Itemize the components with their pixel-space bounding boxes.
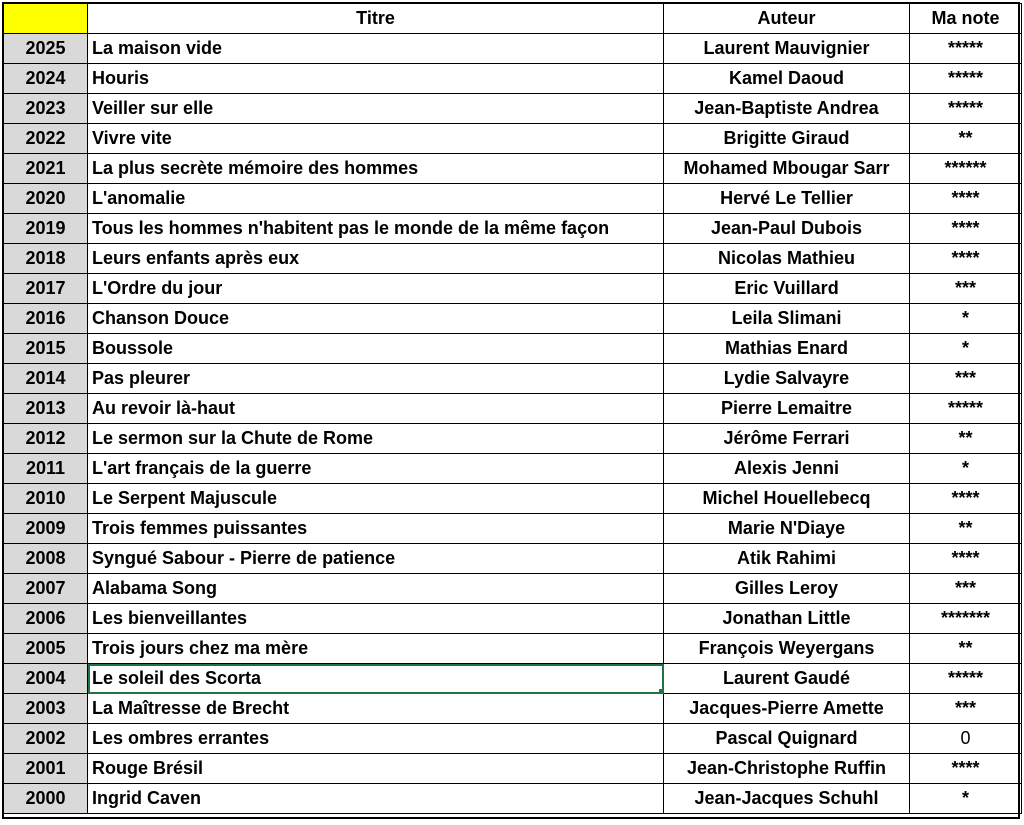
title-cell[interactable]: Le Serpent Majuscule	[88, 484, 664, 514]
author-cell[interactable]: Michel Houellebecq	[664, 484, 910, 514]
author-cell[interactable]: Gilles Leroy	[664, 574, 910, 604]
year-cell[interactable]: 2017	[4, 274, 88, 304]
rating-cell[interactable]: ***	[910, 694, 1022, 724]
table-row	[4, 574, 1022, 604]
table-row	[4, 634, 1022, 664]
author-cell[interactable]: Pierre Lemaitre	[664, 394, 910, 424]
title-cell[interactable]: Les bienveillantes	[88, 604, 664, 634]
year-cell[interactable]: 2002	[4, 724, 88, 754]
year-cell[interactable]: 2021	[4, 154, 88, 184]
table-row	[4, 664, 1022, 694]
rating-cell[interactable]: **	[910, 634, 1022, 664]
table-row	[4, 394, 1022, 424]
year-cell[interactable]: 2000	[4, 784, 88, 814]
table-row	[4, 724, 1022, 754]
year-cell[interactable]: 2023	[4, 94, 88, 124]
header-title-cell[interactable]: Titre	[88, 4, 664, 34]
title-cell[interactable]: Trois jours chez ma mère	[88, 634, 664, 664]
title-cell[interactable]: Rouge Brésil	[88, 754, 664, 784]
year-cell[interactable]: 2008	[4, 544, 88, 574]
title-cell[interactable]: La plus secrète mémoire des hommes	[88, 154, 664, 184]
table-row	[4, 214, 1022, 244]
header-author-cell[interactable]: Auteur	[664, 4, 910, 34]
title-cell[interactable]: Leurs enfants après eux	[88, 244, 664, 274]
author-cell[interactable]: Kamel Daoud	[664, 64, 910, 94]
year-cell[interactable]: 2018	[4, 244, 88, 274]
table-row	[4, 754, 1022, 784]
author-cell[interactable]: Marie N'Diaye	[664, 514, 910, 544]
author-cell[interactable]: Jean-Jacques Schuhl	[664, 784, 910, 814]
rating-cell[interactable]: *	[910, 334, 1022, 364]
rating-cell[interactable]: **	[910, 514, 1022, 544]
author-cell[interactable]: Alexis Jenni	[664, 454, 910, 484]
rating-cell[interactable]: ****	[910, 214, 1022, 244]
title-cell[interactable]: Tous les hommes n'habitent pas le monde de la même façon	[88, 214, 664, 244]
author-cell[interactable]: Brigitte Giraud	[664, 124, 910, 154]
rating-cell[interactable]: *	[910, 454, 1022, 484]
rating-cell[interactable]: ****	[910, 544, 1022, 574]
rating-cell[interactable]: *	[910, 304, 1022, 334]
title-cell[interactable]: La Maîtresse de Brecht	[88, 694, 664, 724]
rating-cell[interactable]: *******	[910, 604, 1022, 634]
table-row	[4, 544, 1022, 574]
year-cell[interactable]: 2024	[4, 64, 88, 94]
table-row	[4, 514, 1022, 544]
year-cell[interactable]: 2022	[4, 124, 88, 154]
year-cell[interactable]: 2012	[4, 424, 88, 454]
header-rating-cell[interactable]: Ma note	[910, 4, 1022, 34]
year-cell[interactable]: 2015	[4, 334, 88, 364]
rating-cell[interactable]: ******	[910, 154, 1022, 184]
table-row	[4, 364, 1022, 394]
author-cell[interactable]: Jonathan Little	[664, 604, 910, 634]
table-row	[4, 124, 1022, 154]
spreadsheet-table	[3, 3, 1022, 814]
table-row	[4, 34, 1022, 64]
table-row	[4, 784, 1022, 814]
title-cell[interactable]: Au revoir là-haut	[88, 394, 664, 424]
year-cell[interactable]: 2019	[4, 214, 88, 244]
author-cell[interactable]: François Weyergans	[664, 634, 910, 664]
table-row	[4, 484, 1022, 514]
year-cell[interactable]: 2007	[4, 574, 88, 604]
author-cell[interactable]: Mathias Enard	[664, 334, 910, 364]
table-row	[4, 94, 1022, 124]
title-cell[interactable]: La maison vide	[88, 34, 664, 64]
table-row	[4, 274, 1022, 304]
title-cell[interactable]: Veiller sur elle	[88, 94, 664, 124]
table-row	[4, 424, 1022, 454]
title-cell[interactable]: Pas pleurer	[88, 364, 664, 394]
year-cell[interactable]: 2025	[4, 34, 88, 64]
rating-cell[interactable]: ****	[910, 754, 1022, 784]
rating-cell[interactable]: ****	[910, 244, 1022, 274]
author-cell[interactable]: Eric Vuillard	[664, 274, 910, 304]
year-cell[interactable]: 2010	[4, 484, 88, 514]
year-cell[interactable]: 2016	[4, 304, 88, 334]
title-cell[interactable]: Ingrid Caven	[88, 784, 664, 814]
corner-cell[interactable]	[4, 4, 88, 34]
rating-cell[interactable]: ****	[910, 184, 1022, 214]
table-row	[4, 694, 1022, 724]
author-cell[interactable]: Mohamed Mbougar Sarr	[664, 154, 910, 184]
rating-cell[interactable]: 0	[910, 724, 1022, 754]
author-cell[interactable]: Laurent Mauvignier	[664, 34, 910, 64]
table-row	[4, 244, 1022, 274]
title-cell[interactable]: Syngué Sabour - Pierre de patience	[88, 544, 664, 574]
author-cell[interactable]: Nicolas Mathieu	[664, 244, 910, 274]
header-row	[4, 4, 1022, 34]
title-cell[interactable]: Alabama Song	[88, 574, 664, 604]
year-cell[interactable]: 2014	[4, 364, 88, 394]
rating-cell[interactable]: ***	[910, 274, 1022, 304]
year-cell[interactable]: 2004	[4, 664, 88, 694]
title-cell[interactable]: Le soleil des Scorta	[88, 664, 664, 694]
author-cell[interactable]: Jean-Christophe Ruffin	[664, 754, 910, 784]
table-row	[4, 454, 1022, 484]
author-cell[interactable]: Jérôme Ferrari	[664, 424, 910, 454]
rating-cell[interactable]: **	[910, 124, 1022, 154]
title-cell[interactable]: Vivre vite	[88, 124, 664, 154]
year-cell[interactable]: 2005	[4, 634, 88, 664]
rating-cell[interactable]: ***	[910, 364, 1022, 394]
year-cell[interactable]: 2009	[4, 514, 88, 544]
author-cell[interactable]: Jacques-Pierre Amette	[664, 694, 910, 724]
table-row	[4, 334, 1022, 364]
rating-cell[interactable]: *****	[910, 394, 1022, 424]
author-cell[interactable]: Hervé Le Tellier	[664, 184, 910, 214]
year-cell[interactable]: 2013	[4, 394, 88, 424]
author-cell[interactable]: Atik Rahimi	[664, 544, 910, 574]
table-row	[4, 304, 1022, 334]
author-cell[interactable]: Pascal Quignard	[664, 724, 910, 754]
rating-cell[interactable]: *****	[910, 664, 1022, 694]
rating-cell[interactable]: *****	[910, 94, 1022, 124]
table-row	[4, 604, 1022, 634]
title-cell[interactable]: Houris	[88, 64, 664, 94]
year-cell[interactable]: 2006	[4, 604, 88, 634]
rating-cell[interactable]: *	[910, 784, 1022, 814]
title-cell[interactable]: L'art français de la guerre	[88, 454, 664, 484]
title-cell[interactable]: L'Ordre du jour	[88, 274, 664, 304]
rating-cell[interactable]: *****	[910, 64, 1022, 94]
year-cell[interactable]: 2011	[4, 454, 88, 484]
title-cell[interactable]: Chanson Douce	[88, 304, 664, 334]
title-cell[interactable]: Les ombres errantes	[88, 724, 664, 754]
table-row	[4, 154, 1022, 184]
rating-cell[interactable]: *****	[910, 34, 1022, 64]
title-cell[interactable]: Boussole	[88, 334, 664, 364]
year-cell[interactable]: 2001	[4, 754, 88, 784]
title-cell[interactable]: Trois femmes puissantes	[88, 514, 664, 544]
author-cell[interactable]: Leila Slimani	[664, 304, 910, 334]
rating-cell[interactable]: **	[910, 424, 1022, 454]
title-cell[interactable]: Le sermon sur la Chute de Rome	[88, 424, 664, 454]
year-cell[interactable]: 2003	[4, 694, 88, 724]
rating-cell[interactable]: ***	[910, 574, 1022, 604]
table-row	[4, 64, 1022, 94]
rating-cell[interactable]: ****	[910, 484, 1022, 514]
table-row	[4, 184, 1022, 214]
author-cell[interactable]: Lydie Salvayre	[664, 364, 910, 394]
year-cell[interactable]: 2020	[4, 184, 88, 214]
author-cell[interactable]: Laurent Gaudé	[664, 664, 910, 694]
author-cell[interactable]: Jean-Baptiste Andrea	[664, 94, 910, 124]
title-cell[interactable]: L'anomalie	[88, 184, 664, 214]
author-cell[interactable]: Jean-Paul Dubois	[664, 214, 910, 244]
